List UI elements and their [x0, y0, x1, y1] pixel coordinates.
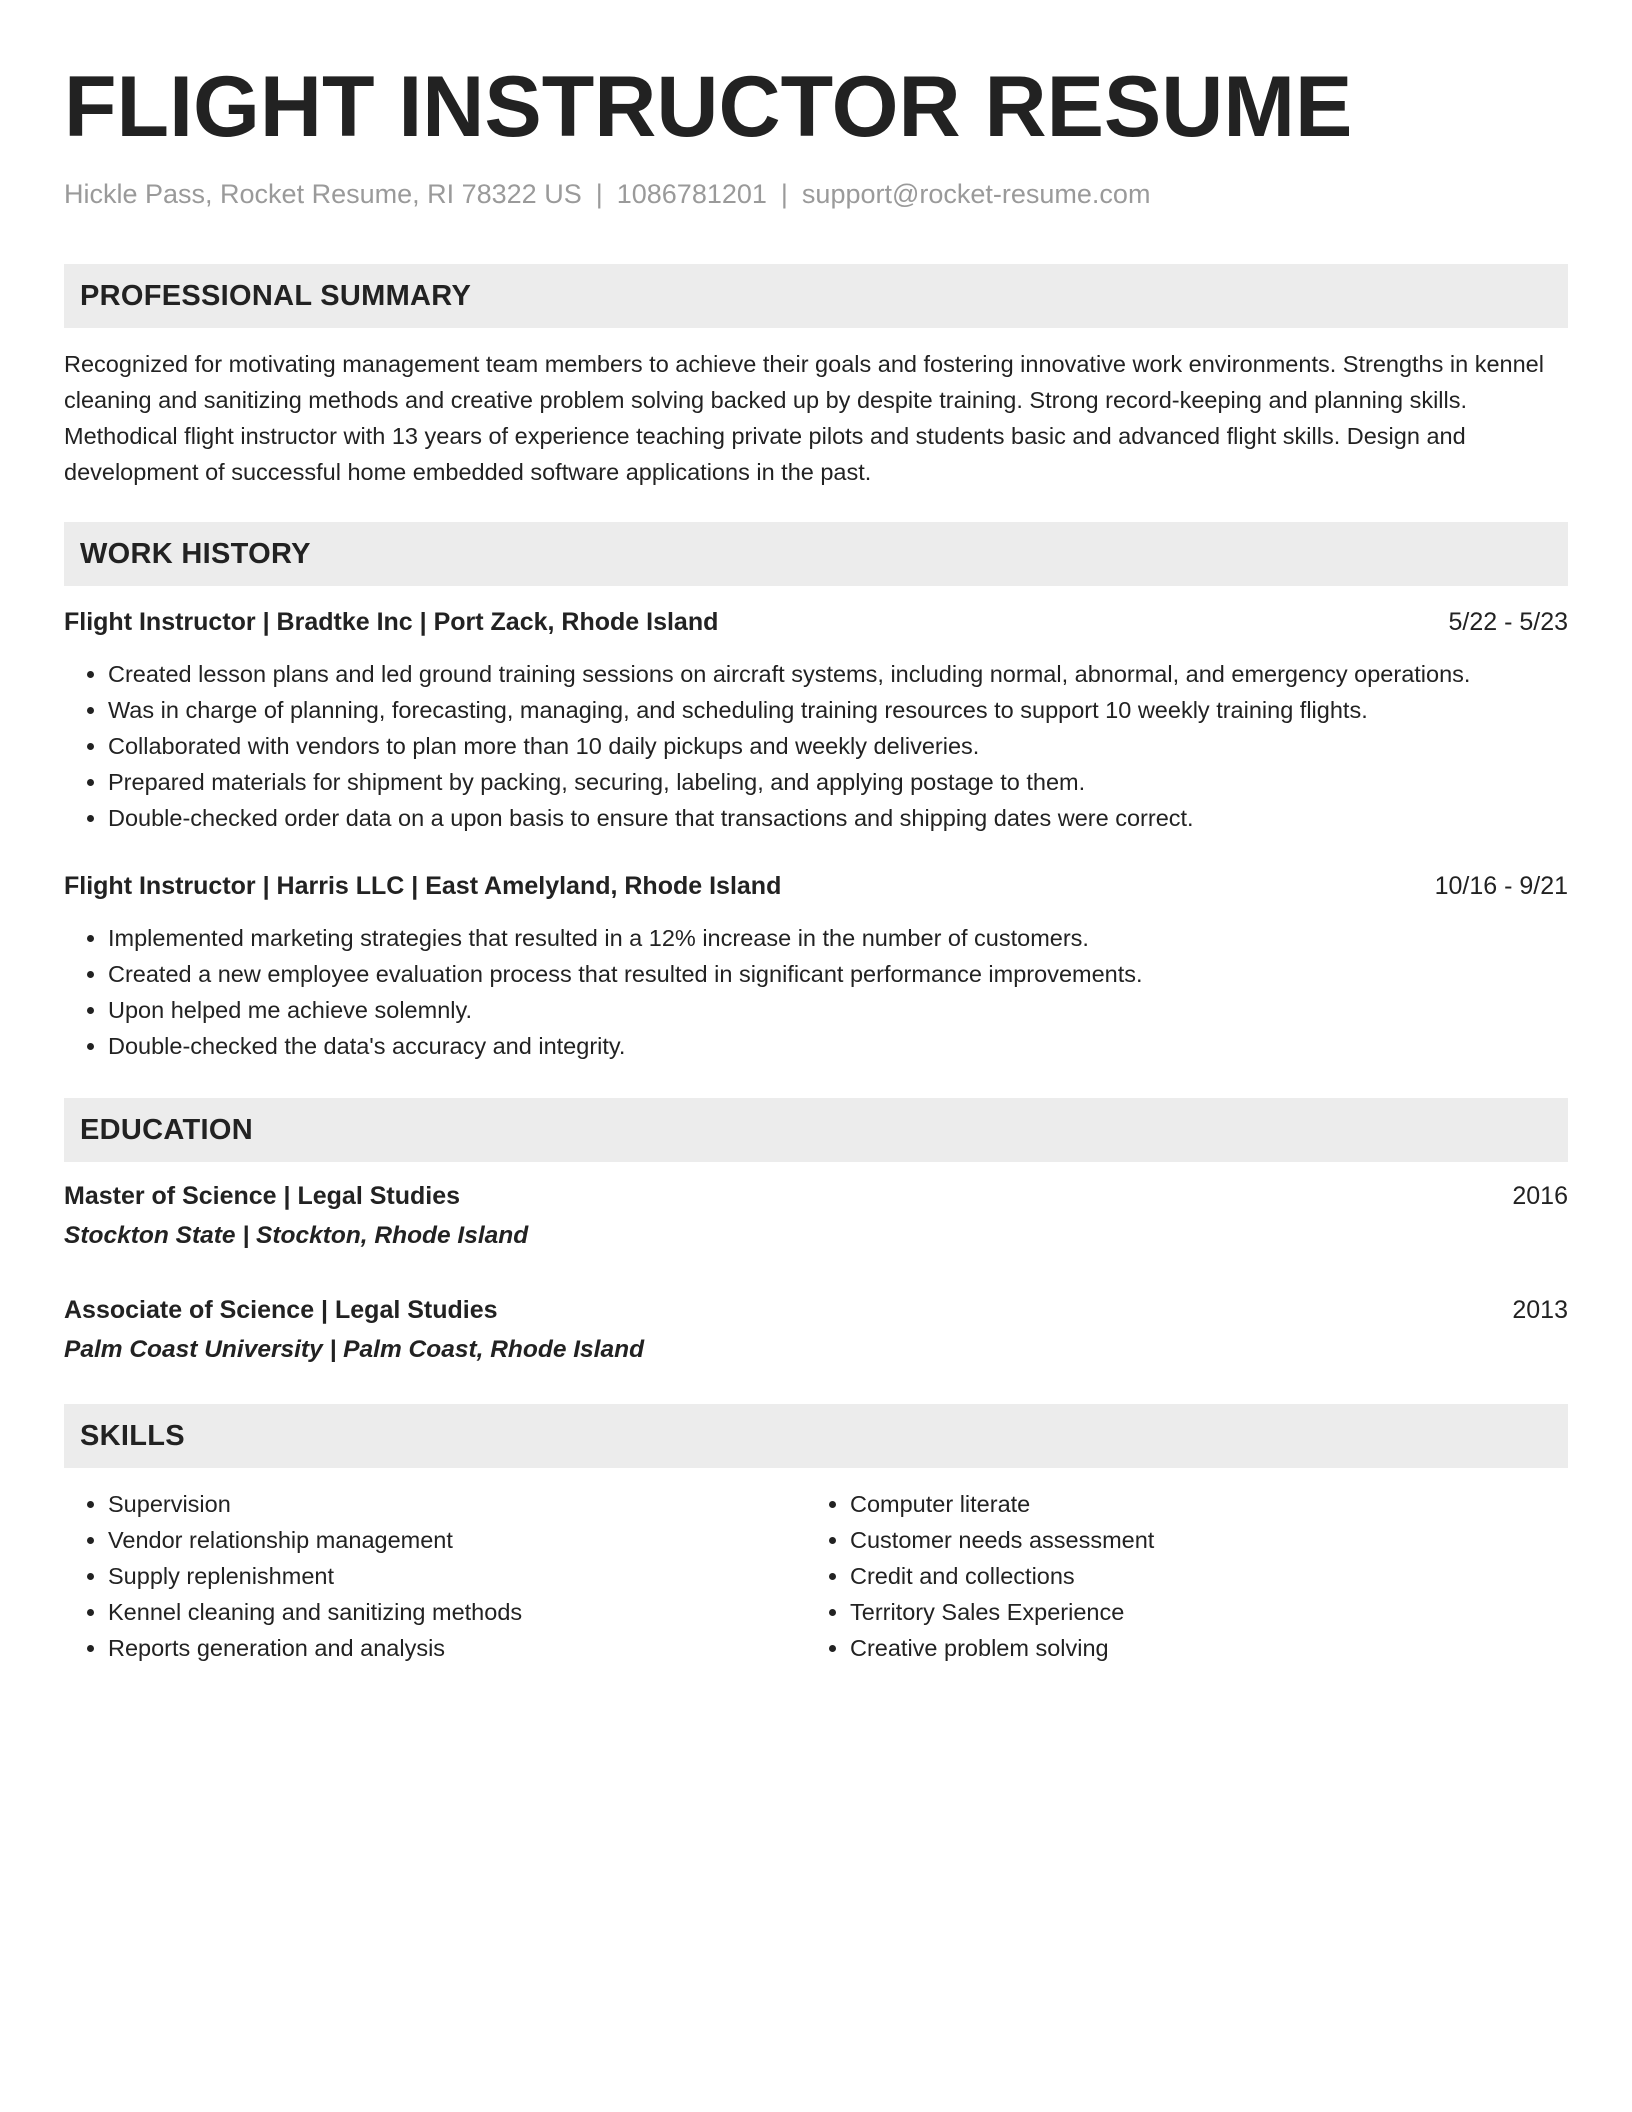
job-bullets — [64, 920, 1568, 1064]
education-school: Palm Coast University | Palm Coast, Rhode Island — [64, 1336, 645, 1363]
skill-item: • Credit and collections — [850, 1558, 1548, 1594]
contact-phone: 1086781201 — [616, 179, 767, 209]
education-year: 2016 — [1512, 1182, 1568, 1210]
skills-list-right — [806, 1486, 1548, 1666]
skills-columns — [64, 1486, 1568, 1666]
skills-list-left — [64, 1486, 806, 1666]
section-heading-summary: PROFESSIONAL SUMMARY — [80, 279, 472, 312]
job-dates: 5/22 - 5/23 — [1448, 608, 1568, 636]
job-bullet: • Was in charge of planning, forecasting, managing, and scheduling training resources to support 10 weekly training flights. — [108, 692, 1568, 728]
job-bullets — [64, 656, 1568, 836]
summary-text: Recognized for motivating management team members to achieve their goals and fostering innovative work environments. Strengths in kennel cleaning and sanitizing methods and creative problem solving backed up by despite training. Strong record-keeping and planning skills. Methodical flight instructor with 13 years of experience teaching private pilots and students basic and advanced flight skills. Design and development of successful home embedded software applications in the past. — [64, 351, 1544, 485]
education-section — [64, 1098, 1568, 1368]
job-title: Flight Instructor | Harris LLC | East Amelyland, Rhode Island — [64, 872, 782, 900]
job-entry — [64, 868, 1568, 1064]
skill-item: • Kennel cleaning and sanitizing methods — [108, 1594, 806, 1630]
skill-item: • Territory Sales Experience — [850, 1594, 1548, 1630]
skill-item: • Customer needs assessment — [850, 1522, 1548, 1558]
contact-separator: | — [595, 179, 603, 209]
job-bullet: • Double-checked the data's accuracy and integrity. — [108, 1028, 1568, 1064]
skill-item: • Vendor relationship management — [108, 1522, 806, 1558]
section-heading-work: WORK HISTORY — [80, 537, 311, 570]
section-header — [64, 264, 1568, 328]
job-bullet: • Created lesson plans and led ground training sessions on aircraft systems, including normal, abnormal, and emergency operations. — [108, 656, 1568, 692]
resume-title: FLIGHT INSTRUCTOR RESUME — [64, 59, 1353, 155]
skills-section — [64, 1404, 1568, 1666]
section-heading-skills: SKILLS — [80, 1419, 185, 1452]
job-entry — [64, 604, 1568, 836]
section-header — [64, 1404, 1568, 1468]
contact-address: Hickle Pass, Rocket Resume, RI 78322 US — [64, 179, 582, 209]
education-entry — [64, 1178, 1568, 1254]
skill-item: • Reports generation and analysis — [108, 1630, 806, 1666]
summary-section — [64, 264, 1568, 490]
job-bullet: • Double-checked order data on a upon basis to ensure that transactions and shipping dates were correct. — [108, 800, 1568, 836]
section-header — [64, 1098, 1568, 1162]
education-header — [64, 1292, 1568, 1328]
education-degree: Associate of Science | Legal Studies — [64, 1296, 498, 1324]
contact-line — [64, 176, 1568, 212]
contact-email: support@rocket-resume.com — [801, 179, 1151, 209]
job-bullet: • Prepared materials for shipment by packing, securing, labeling, and applying postage to them. — [108, 764, 1568, 800]
job-header — [64, 604, 1568, 640]
education-header — [64, 1178, 1568, 1214]
skill-item: • Supervision — [108, 1486, 806, 1522]
education-entry — [64, 1292, 1568, 1368]
job-bullet: • Upon helped me achieve solemnly. — [108, 992, 1568, 1028]
job-bullet: • Implemented marketing strategies that resulted in a 12% increase in the number of customers. — [108, 920, 1568, 956]
education-degree: Master of Science | Legal Studies — [64, 1182, 461, 1210]
work-history-section — [64, 522, 1568, 1064]
skill-item: • Creative problem solving — [850, 1630, 1548, 1666]
resume-page — [64, 52, 1568, 1666]
job-bullet: • Created a new employee evaluation process that resulted in significant performance improvements. — [108, 956, 1568, 992]
job-title: Flight Instructor | Bradtke Inc | Port Zack, Rhode Island — [64, 608, 719, 636]
skill-item: • Supply replenishment — [108, 1558, 806, 1594]
section-heading-education: EDUCATION — [80, 1113, 253, 1146]
job-bullet: • Collaborated with vendors to plan more than 10 daily pickups and weekly deliveries. — [108, 728, 1568, 764]
education-year: 2013 — [1512, 1296, 1568, 1324]
contact-separator: | — [780, 179, 788, 209]
education-school: Stockton State | Stockton, Rhode Island — [64, 1222, 529, 1249]
skill-item: • Computer literate — [850, 1486, 1548, 1522]
job-dates: 10/16 - 9/21 — [1434, 872, 1568, 900]
section-header — [64, 522, 1568, 586]
job-header — [64, 868, 1568, 904]
